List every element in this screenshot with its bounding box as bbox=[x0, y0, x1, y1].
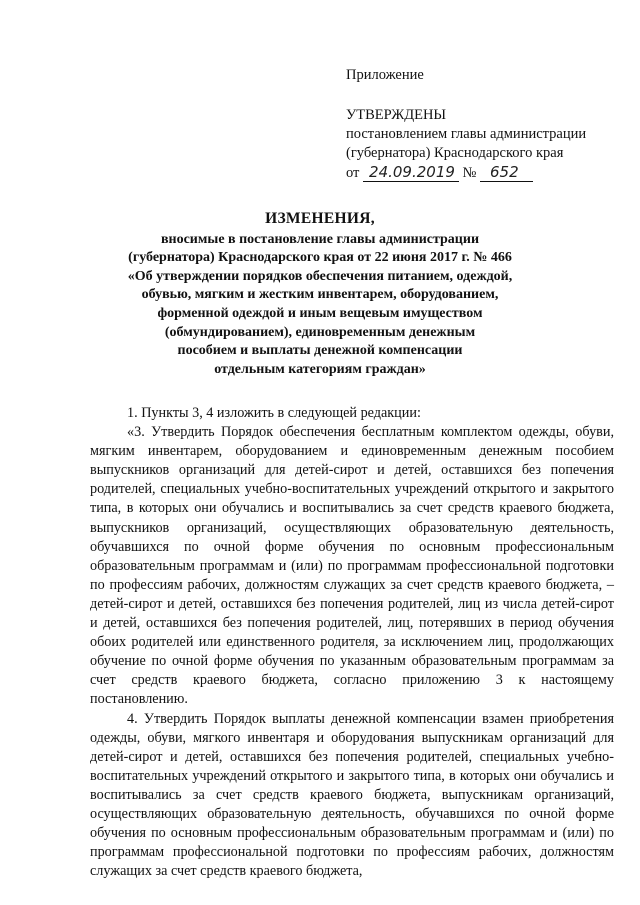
date-prefix: от bbox=[346, 165, 360, 181]
approval-date-number-line bbox=[346, 163, 616, 183]
handwritten-date: 24.09.2019 bbox=[363, 163, 459, 182]
approval-line-1: постановлением главы администрации bbox=[346, 126, 587, 142]
heading-line: (обмундированием), единовременным денежным bbox=[164, 324, 476, 340]
heading-line: обувью, мягким и жестким инвентарем, оборудованием, bbox=[141, 287, 499, 303]
heading-title: ИЗМЕНЕНИЯ, bbox=[265, 210, 375, 227]
approval-line-2: (губернатора) Краснодарского края bbox=[346, 145, 564, 161]
heading-line: вносимые в постановление главы администрации bbox=[160, 231, 480, 247]
number-prefix: № bbox=[462, 165, 477, 181]
body-paragraph: 4. Утвердить Порядок выплаты денежной компенсации взамен приобретения одежды, обуви, мягкого инвентаря и оборудования выпускникам организаций для детей-сирот и детей, оставшихся без попечения родителей, специальных учебно-воспитательных учреждений открытого и закрытого типа, в которых они обучались и воспитывались за счет средств краевого бюджета, выпускникам организаций, осуществляющих образовательную деятельность, обучавшихся по очной форме обучения по основным профессиональным образовательным программам и (или) по программам профессиональной подготовки по профессиям рабочих, должностям служащих за счет средств краевого бюджета, bbox=[90, 710, 614, 880]
document-heading bbox=[110, 210, 530, 379]
handwritten-number: 652 bbox=[480, 163, 533, 182]
body-paragraph: «3. Утвердить Порядок обеспечения бесплатным комплектом одежды, обуви, мягким инвентарем, оборудованием и единовременным денежным пособием выпускников организаций для детей-сирот и детей, оставшихся без попечения родителей, специальных учебно-воспитательных учреждений открытого и закрытого типа, в которых они обучались и воспитывались за счет средств краевого бюджета, выпускников организаций, осуществляющих образовательную деятельность, обучавшихся по очной форме обучения по основным профессиональным образовательным программам и (или) по программам профессиональной подготовки по профессиям рабочих, должностям служащих за счет средств краевого бюджета, – детей-сирот и детей, оставшихся без попечения родителей, лиц из числа детей-сирот и детей, оставшихся без попечения родителей, лиц, потерявших в период обучения обоих родителей или единственного родителя, за исключением лиц, продолжающих обучение по очной форме обучения по указанным образовательным программам за счет средств краевого бюджета, согласно приложению 3 к настоящему постановлению. bbox=[90, 424, 614, 708]
heading-line: «Об утверждении порядков обеспечения питанием, одеждой, bbox=[127, 268, 513, 284]
approved-label: УТВЕРЖДЕНЫ bbox=[346, 107, 447, 123]
heading-line: (губернатора) Краснодарского края от 22 июня 2017 г. № 466 bbox=[128, 250, 512, 266]
document-body bbox=[90, 404, 614, 881]
heading-line: форменной одеждой и иным вещевым имуществом bbox=[157, 305, 483, 321]
approval-block bbox=[346, 66, 616, 183]
body-paragraph: 1. Пункты 3, 4 изложить в следующей редакции: bbox=[127, 405, 421, 421]
heading-line: пособием и выплаты денежной компенсации bbox=[177, 343, 463, 359]
heading-line: отдельным категориям граждан» bbox=[214, 361, 426, 377]
annex-label: Приложение bbox=[346, 67, 424, 83]
